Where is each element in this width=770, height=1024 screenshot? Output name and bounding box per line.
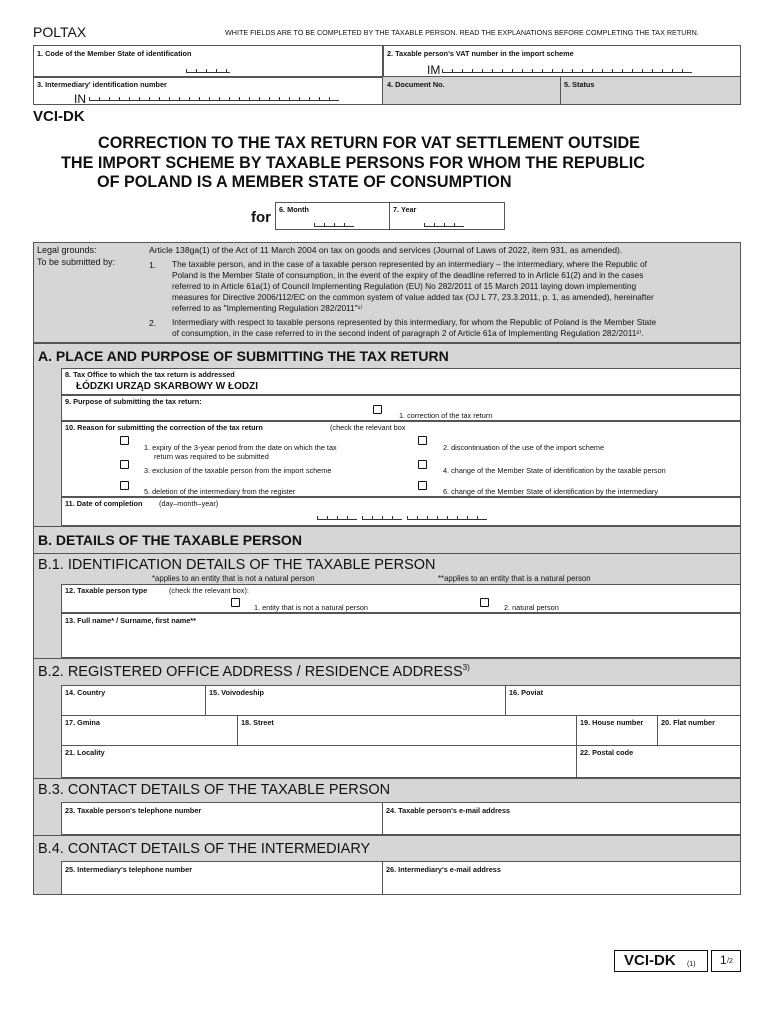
item-1-line-1: The taxable person, and in the case of a taxable person represented by an intermediary – the intermediary, where the Republic of [172, 259, 647, 269]
purpose-option-label: 1. correction of the tax return [399, 411, 493, 420]
field-5-label: 5. Status [564, 80, 595, 89]
field-8-tax-office[interactable] [61, 368, 741, 395]
reason-3-label: 3. exclusion of the taxable person from the import scheme [144, 466, 332, 475]
purpose-checkbox[interactable] [373, 405, 382, 414]
type-1-checkbox[interactable] [231, 598, 240, 607]
field-15-label: 15. Voivodeship [209, 688, 265, 697]
field-7-label: 7. Year [393, 205, 417, 214]
field-26-label: 26. Intermediary's e-mail address [386, 865, 501, 874]
field-24-label: 24. Taxable person's e-mail address [386, 806, 511, 815]
field-16-label: 16. Poviat [509, 688, 544, 697]
title-line-2: THE IMPORT SCHEME BY TAXABLE PERSONS FOR WHOM THE REPUBLIC [61, 154, 645, 172]
field-10-label: 10. Reason for submitting the correction of the tax return [65, 423, 263, 432]
type-1-label: 1. entity that is not a natural person [254, 603, 368, 612]
item-1-line-4: measures for Directive 2006/112/EC on the common system of value added tax (OJ L 77, 23.3.2011, p. 1, as amended), hereinafter [172, 292, 654, 302]
reason-2-checkbox[interactable] [418, 436, 427, 445]
b4-header [33, 835, 741, 861]
page-total: /2 [727, 958, 733, 965]
field-10-reason[interactable] [61, 421, 741, 497]
field-26-intermediary-email[interactable] [382, 861, 741, 895]
field-6-month[interactable] [275, 202, 390, 230]
section-b-header [33, 526, 741, 553]
reason-4-checkbox[interactable] [418, 460, 427, 469]
field-17-gmina[interactable] [61, 715, 238, 746]
reason-1-label-cont: return was required to be submitted [154, 452, 269, 461]
field-19-label: 19. House number [580, 718, 644, 727]
field-17-label: 17. Gmina [65, 718, 100, 727]
field-20-flat-number[interactable] [657, 715, 741, 746]
field-15-voivodeship[interactable] [205, 685, 506, 716]
legal-grounds-label: Legal grounds: [37, 245, 97, 255]
b2-heading [38, 663, 470, 680]
field-16-poviat[interactable] [505, 685, 741, 716]
date-year-input[interactable] [407, 516, 487, 520]
instructions: WHITE FIELDS ARE TO BE COMPLETED BY THE TAXABLE PERSON. READ THE EXPLANATIONS BEFORE COMPLETING THE TAX RETURN. [225, 28, 699, 37]
field-13-label: 13. Full name* / Surname, first name** [65, 616, 196, 625]
footer-page-number [711, 950, 741, 972]
reason-6-checkbox[interactable] [418, 481, 427, 490]
item-2-number: 2. [149, 318, 157, 328]
field-3-input[interactable] [89, 97, 339, 101]
footer-code: VCI-DK [624, 952, 676, 969]
field-12-hint: (check the relevant box): [169, 586, 249, 595]
field-2-input[interactable] [442, 69, 692, 73]
page-current: 1 [720, 953, 727, 967]
reason-3-checkbox[interactable] [120, 460, 129, 469]
field-2-prefix: IM [427, 63, 441, 77]
section-b-heading: B. DETAILS OF THE TAXABLE PERSON [38, 532, 302, 548]
field-3-prefix: IN [74, 92, 86, 106]
field-2-label: 2. Taxable person's VAT number in the import scheme [387, 49, 574, 58]
date-day-input[interactable] [317, 516, 357, 520]
field-1-input[interactable] [186, 69, 230, 73]
reason-4-label: 4. change of the Member State of identification by the taxable person [443, 466, 666, 475]
field-10-hint: (check the relevant box [330, 423, 406, 432]
field-4-label: 4. Document No. [387, 80, 445, 89]
b2-footnote-ref: 3) [462, 663, 470, 672]
note-non-natural: *applies to an entity that is not a natural person [152, 574, 315, 583]
item-2-line-1: Intermediary with respect to taxable persons represented by this intermediary, for whom the Republic of Poland is the Member State [172, 317, 657, 327]
field-24-taxable-email[interactable] [382, 802, 741, 835]
reason-2-label: 2. discontinuation of the use of the import scheme [443, 443, 605, 452]
b3-heading: B.3. CONTACT DETAILS OF THE TAXABLE PERSON [38, 782, 391, 798]
field-6-label: 6. Month [279, 205, 309, 214]
title-line-3: OF POLAND IS A MEMBER STATE OF CONSUMPTION [97, 173, 512, 191]
field-13-full-name[interactable] [61, 613, 741, 658]
field-6-input[interactable] [314, 223, 354, 227]
field-14-country[interactable] [61, 685, 206, 716]
b1-header [33, 553, 741, 584]
section-a-heading: A. PLACE AND PURPOSE OF SUBMITTING THE TAX RETURN [38, 348, 449, 364]
field-12-person-type[interactable] [61, 584, 741, 613]
form-code: VCI-DK [33, 108, 85, 125]
field-7-year[interactable] [389, 202, 505, 230]
field-7-input[interactable] [424, 223, 464, 227]
submitted-by-label: To be submitted by: [37, 257, 116, 267]
field-3-intermediary-id[interactable] [33, 77, 383, 105]
field-21-label: 21. Locality [65, 748, 105, 757]
field-18-street[interactable] [237, 715, 577, 746]
field-25-label: 25. Intermediary's telephone number [65, 865, 193, 874]
b4-heading: B.4. CONTACT DETAILS OF THE INTERMEDIARY [38, 841, 371, 857]
field-11-date[interactable] [61, 497, 741, 526]
title-line-1: CORRECTION TO THE TAX RETURN FOR VAT SETTLEMENT OUTSIDE [98, 134, 640, 152]
field-23-label: 23. Taxable person's telephone number [65, 806, 202, 815]
field-22-label: 22. Postal code [580, 748, 634, 757]
divider [560, 77, 561, 105]
field-8-label: 8. Tax Office to which the tax return is addressed [65, 370, 235, 379]
reason-1-label: 1. expiry of the 3-year period from the date on which the tax [144, 443, 337, 452]
form-brand: POLTAX [33, 24, 87, 40]
period-for-label: for [251, 209, 271, 226]
b2-heading-text: B.2. REGISTERED OFFICE ADDRESS / RESIDENCE ADDRESS [38, 663, 463, 680]
legal-grounds-text: Article 138ga(1) of the Act of 11 March 2004 on tax on goods and services (Journal of Laws of 2022, item 931, as amended). [149, 245, 623, 255]
field-19-house-number[interactable] [576, 715, 658, 746]
field-12-label: 12. Taxable person type [65, 586, 148, 595]
date-month-input[interactable] [362, 516, 402, 520]
note-natural: **applies to an entity that is a natural person [438, 574, 591, 583]
section-a-header [33, 343, 741, 368]
field-8-value: ŁÓDZKI URZĄD SKARBOWY W ŁODZI [76, 381, 259, 392]
item-1-number: 1. [149, 260, 157, 270]
type-2-label: 2. natural person [504, 603, 559, 612]
field-2-vat-number[interactable] [383, 45, 741, 77]
b3-header [33, 778, 741, 802]
footer-variant: (1) [687, 961, 696, 968]
field-11-label: 11. Date of completion [65, 499, 143, 508]
item-1-line-5: referred to as "Implementing Regulation 282/2011"¹⁾ [172, 303, 363, 313]
reason-1-checkbox[interactable] [120, 436, 129, 445]
field-9-purpose[interactable] [61, 395, 741, 421]
field-3-label: 3. Intermediary' identification number [37, 80, 167, 89]
item-2-line-2: of consumption, in the case referred to in the second indent of paragraph 2 of Article 61a of Implementing Regulation 282/2011²⁾. [172, 328, 644, 338]
field-22-postal-code[interactable] [576, 745, 741, 778]
item-1-line-2: Poland is the Member State of consumption, in the event of the expiry of the deadline referred to in Article 61(2) and in the cases [172, 270, 644, 280]
type-2-checkbox[interactable] [480, 598, 489, 607]
b1-heading: B.1. IDENTIFICATION DETAILS OF THE TAXABLE PERSON [38, 557, 436, 573]
field-11-hint: (day–month–year) [159, 499, 219, 508]
reason-5-label: 5. deletion of the intermediary from the register [144, 487, 296, 496]
field-9-label: 9. Purpose of submitting the tax return: [65, 397, 202, 406]
field-18-label: 18. Street [241, 718, 274, 727]
item-1-line-3: referred to in Article 61a(1) of Council Implementing Regulation (EU) No 282/2011 of 15 March 2011 laying down implementing [172, 281, 637, 291]
field-1-label: 1. Code of the Member State of identification [37, 49, 192, 58]
footer-form-code [614, 950, 708, 972]
field-1-member-state[interactable] [33, 45, 383, 77]
reason-6-label: 6. change of the Member State of identification by the intermediary [443, 487, 658, 496]
field-25-intermediary-phone[interactable] [61, 861, 383, 895]
field-14-label: 14. Country [65, 688, 106, 697]
b2-header [33, 658, 741, 685]
field-20-label: 20. Flat number [661, 718, 715, 727]
reason-5-checkbox[interactable] [120, 481, 129, 490]
field-21-locality[interactable] [61, 745, 577, 778]
field-23-taxable-phone[interactable] [61, 802, 383, 835]
